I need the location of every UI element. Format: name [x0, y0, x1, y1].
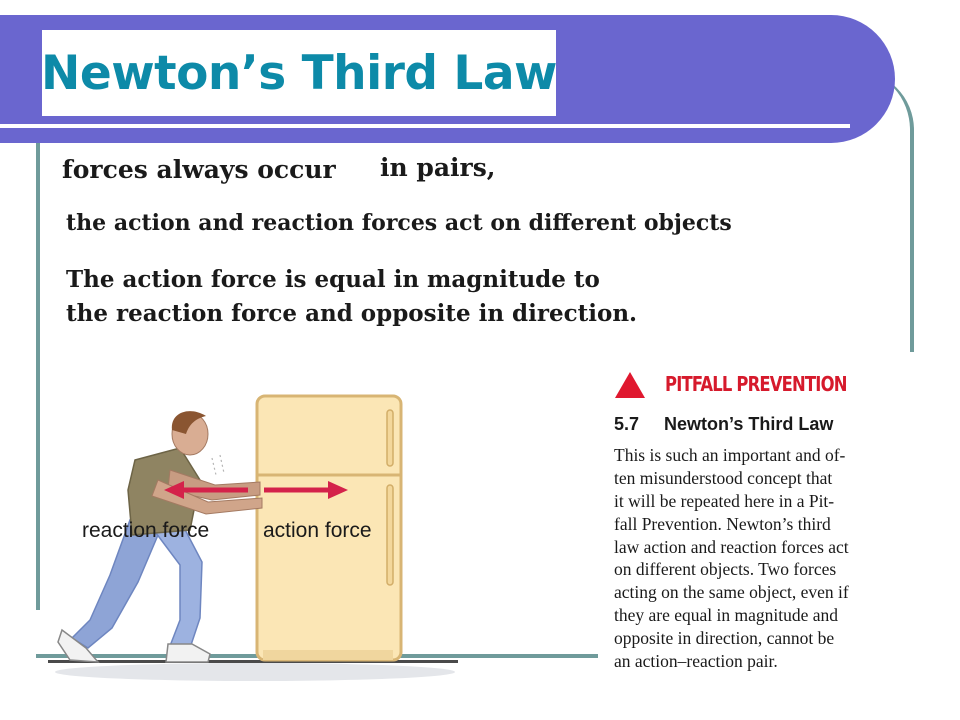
- slide-title: Newton’s Third Law: [41, 45, 557, 101]
- pitfall-line: they are equal in magnitude and: [614, 605, 839, 626]
- pitfall-line: This is such an important and of-: [614, 445, 846, 465]
- statement-line-4: the reaction force and opposite in direction.: [66, 300, 638, 327]
- pitfall-line: fall Prevention. Newton’s third: [614, 513, 831, 534]
- pitfall-line: on different objects. Two forces: [614, 559, 837, 580]
- floor-shadow: [55, 663, 455, 681]
- pitfall-subtitle: Newton’s Third Law: [664, 414, 834, 434]
- statement-line-1b: in pairs,: [380, 153, 496, 182]
- pitfall-line: ten misunderstood concept that: [614, 467, 833, 488]
- pitfall-heading: PITFALL PREVENTION: [665, 372, 847, 396]
- action-force-label: action force: [263, 519, 372, 542]
- statement-line-2: the action and reaction forces act on different objects: [66, 210, 732, 236]
- pitfall-line: an action–reaction pair.: [614, 651, 778, 672]
- man-pushing-refrigerator-illustration: [40, 330, 460, 690]
- reaction-force-label: reaction force: [82, 519, 210, 542]
- warning-triangle-icon: [615, 372, 645, 398]
- statement-line-1a: forces always occur: [62, 155, 336, 184]
- pitfall-line: opposite in direction, cannot be: [614, 628, 835, 649]
- pitfall-number: 5.7: [614, 414, 640, 434]
- header-divider: [0, 124, 850, 128]
- pitfall-body-text: [614, 444, 894, 673]
- pitfall-line: it will be repeated here in a Pit-: [614, 490, 835, 511]
- statement-line-3: The action force is equal in magnitude to: [66, 266, 600, 293]
- pitfall-line: acting on the same object, even if: [614, 582, 849, 603]
- title-box: [42, 30, 556, 116]
- pitfall-line: law action and reaction forces act: [614, 536, 849, 557]
